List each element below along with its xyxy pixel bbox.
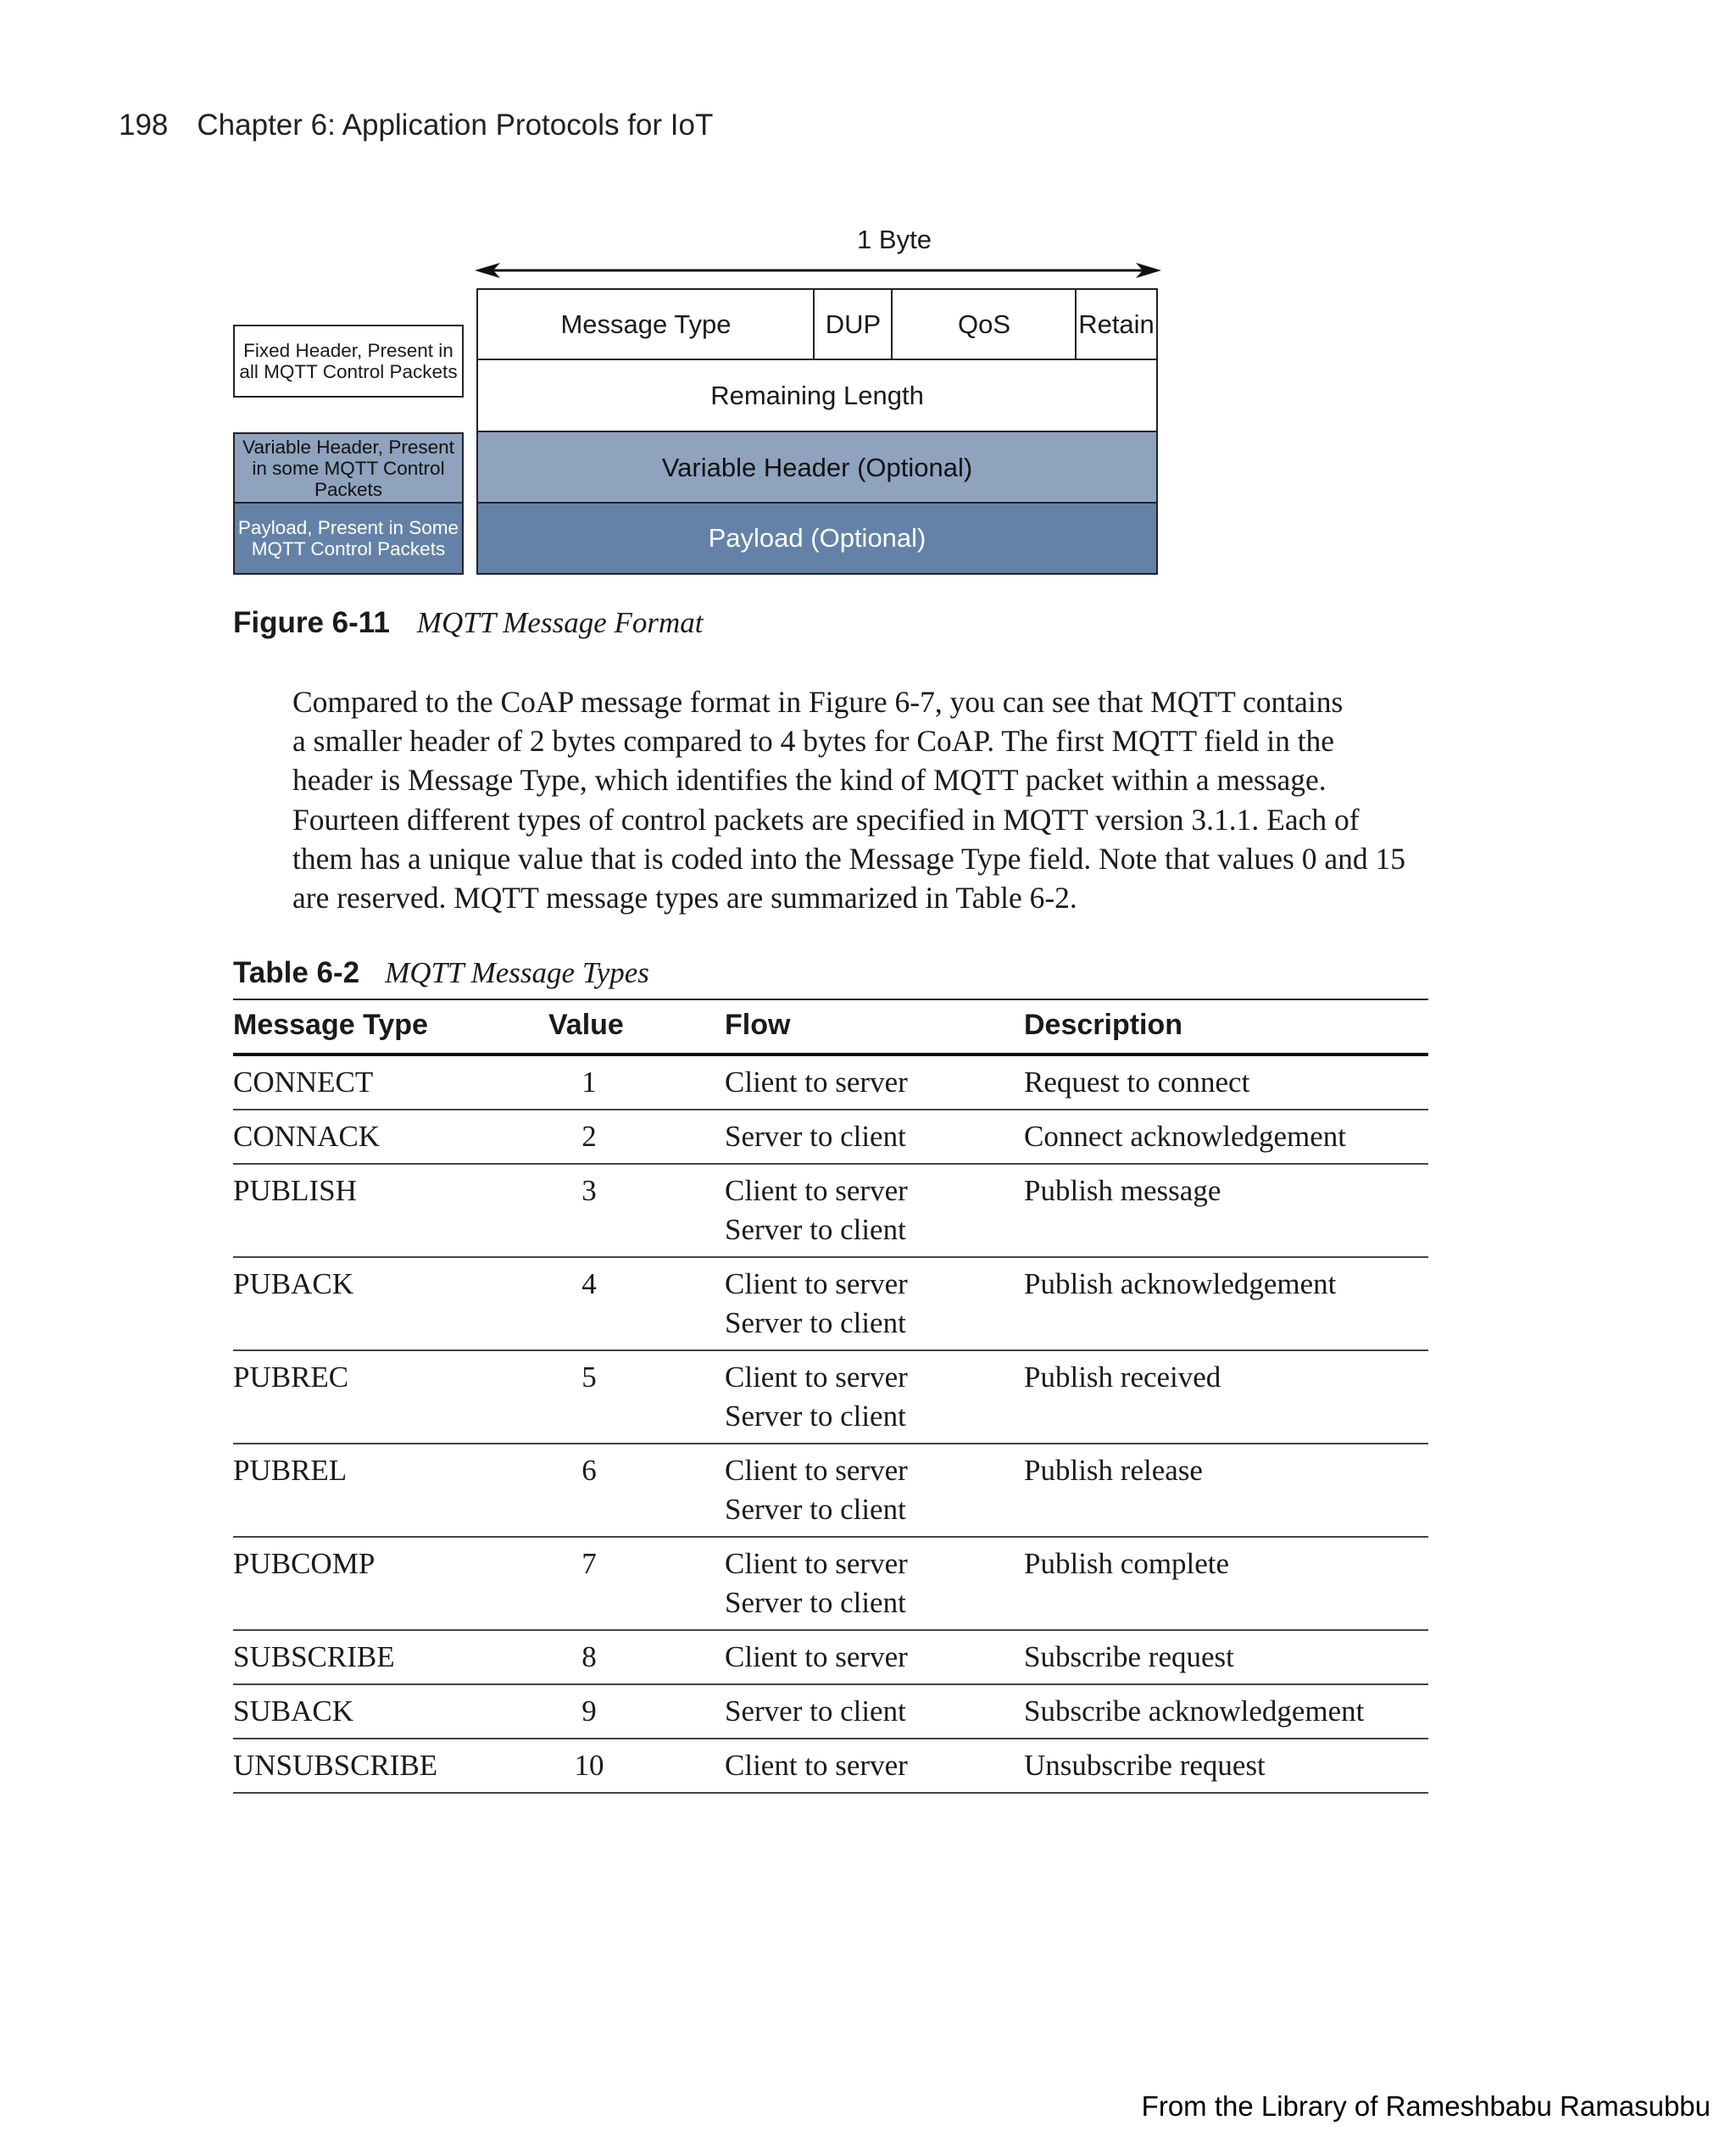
- message-type-cell: PUBACK: [233, 1267, 353, 1300]
- table-number: Table 6-2: [233, 956, 360, 989]
- table-row: [233, 1739, 1428, 1794]
- description-cell: Publish release: [1024, 1454, 1203, 1487]
- flow-cell: [725, 1746, 908, 1785]
- dup-field: DUP: [813, 288, 893, 361]
- value-cell: 3: [581, 1174, 597, 1207]
- description-cell: Request to connect: [1024, 1066, 1250, 1099]
- description-cell: Connect acknowledgement: [1024, 1120, 1347, 1153]
- table-header-row: [233, 1000, 1428, 1056]
- paragraph-line: them has a unique value that is coded into the Message Type field. Note that values 0 and 15: [292, 841, 1405, 876]
- flow-cell: [725, 1451, 908, 1529]
- header-description: Description: [1024, 1009, 1183, 1041]
- flow-cell: [725, 1638, 908, 1677]
- variable-header-label: Variable Header, Present in some MQTT Control Packets: [233, 432, 464, 504]
- flow-line: Client to server: [725, 1361, 908, 1394]
- table-row: [233, 1056, 1428, 1110]
- flow-line: Client to server: [725, 1547, 908, 1580]
- mqtt-message-types-table: [233, 999, 1428, 1794]
- table-row: [233, 1631, 1428, 1685]
- table-row: [233, 1258, 1428, 1351]
- flow-cell: [725, 1117, 906, 1156]
- qos-field: QoS: [891, 288, 1077, 361]
- flow-line: Client to server: [725, 1640, 908, 1673]
- value-cell: 5: [581, 1361, 597, 1394]
- description-cell: Publish received: [1024, 1361, 1221, 1394]
- message-type-cell: PUBLISH: [233, 1174, 357, 1207]
- flow-line: Client to server: [725, 1454, 908, 1487]
- message-type-cell: PUBREL: [233, 1454, 348, 1487]
- body-paragraph: [292, 682, 1437, 917]
- table-row: [233, 1444, 1428, 1538]
- description-cell: Publish acknowledgement: [1024, 1267, 1337, 1300]
- value-cell: 7: [581, 1547, 597, 1580]
- flow-line: Client to server: [725, 1267, 908, 1300]
- flow-cell: [725, 1358, 908, 1436]
- flow-cell: [725, 1171, 908, 1249]
- description-cell: Publish message: [1024, 1174, 1221, 1207]
- variable-header-field: Variable Header (Optional): [476, 431, 1158, 504]
- header-message-type: Message Type: [233, 1009, 428, 1041]
- flow-line: Client to server: [725, 1066, 908, 1099]
- figure-title: MQTT Message Format: [416, 606, 704, 639]
- table-row: [233, 1538, 1428, 1631]
- message-type-cell: CONNACK: [233, 1120, 381, 1153]
- payload-field: Payload (Optional): [476, 502, 1158, 575]
- header-value: Value: [548, 1009, 624, 1041]
- running-head: [119, 109, 713, 142]
- figure-caption: [233, 606, 704, 640]
- flow-line: Server to client: [725, 1400, 906, 1433]
- figure-number: Figure 6-11: [233, 606, 390, 639]
- message-type-cell: PUBCOMP: [233, 1547, 376, 1580]
- header-flow: Flow: [725, 1009, 791, 1041]
- flow-line: Server to client: [725, 1213, 906, 1246]
- flow-line: Server to client: [725, 1586, 906, 1619]
- flow-cell: [725, 1265, 908, 1343]
- value-cell: 6: [581, 1454, 597, 1487]
- description-cell: Subscribe request: [1024, 1640, 1234, 1673]
- table-row: [233, 1165, 1428, 1258]
- description-cell: Unsubscribe request: [1024, 1749, 1266, 1782]
- paragraph-line: a smaller header of 2 bytes compared to 4 bytes for CoAP. The first MQTT field in the: [292, 724, 1335, 759]
- mqtt-message-format-figure: [233, 225, 1166, 589]
- paragraph-line: Fourteen different types of control packets are specified in MQTT version 3.1.1. Each of: [292, 802, 1360, 837]
- chapter-title: Chapter 6: Application Protocols for IoT: [197, 109, 714, 142]
- flow-line: Server to client: [725, 1694, 906, 1728]
- page-number: 198: [119, 109, 169, 142]
- remaining-length-field: Remaining Length: [476, 359, 1158, 433]
- table-title: MQTT Message Types: [385, 956, 649, 989]
- message-type-cell: UNSUBSCRIBE: [233, 1749, 438, 1782]
- flow-cell: [725, 1063, 908, 1102]
- flow-cell: [725, 1692, 906, 1731]
- message-type-cell: PUBREC: [233, 1361, 349, 1394]
- flow-line: Server to client: [725, 1306, 906, 1339]
- message-type-field: Message Type: [476, 288, 815, 361]
- description-cell: Subscribe acknowledgement: [1024, 1694, 1365, 1728]
- message-type-cell: CONNECT: [233, 1066, 374, 1099]
- message-type-cell: SUBSCRIBE: [233, 1640, 395, 1673]
- table-row: [233, 1110, 1428, 1165]
- flow-line: Client to server: [725, 1174, 908, 1207]
- value-cell: 1: [581, 1066, 597, 1099]
- byte-label: 1 Byte: [857, 225, 932, 254]
- value-cell: 8: [581, 1640, 597, 1673]
- fixed-header-label: Fixed Header, Present in all MQTT Control Packets: [233, 325, 464, 398]
- flow-line: Server to client: [725, 1120, 906, 1153]
- payload-label: Payload, Present in Some MQTT Control Packets: [233, 504, 464, 575]
- table-caption: [233, 956, 649, 990]
- value-cell: 9: [581, 1694, 597, 1728]
- table-row: [233, 1685, 1428, 1739]
- message-type-cell: SUBACK: [233, 1694, 353, 1728]
- byte-span-arrow-icon: [475, 260, 1161, 281]
- flow-line: Server to client: [725, 1493, 906, 1526]
- paragraph-line: are reserved. MQTT message types are summarized in Table 6-2.: [292, 881, 1077, 915]
- retain-field: Retain: [1075, 288, 1158, 361]
- library-footer: From the Library of Rameshbabu Ramasubbu: [1141, 2090, 1711, 2122]
- paragraph-line: Compared to the CoAP message format in Figure 6-7, you can see that MQTT contains: [292, 685, 1344, 719]
- flow-line: Client to server: [725, 1749, 908, 1782]
- description-cell: Publish complete: [1024, 1547, 1230, 1580]
- paragraph-line: header is Message Type, which identifies the kind of MQTT packet within a message.: [292, 763, 1327, 798]
- value-cell: 4: [581, 1267, 597, 1300]
- table-body: [233, 1056, 1428, 1794]
- table-row: [233, 1351, 1428, 1444]
- flow-cell: [725, 1544, 908, 1622]
- value-cell: 2: [581, 1120, 597, 1153]
- value-cell: 10: [574, 1749, 604, 1782]
